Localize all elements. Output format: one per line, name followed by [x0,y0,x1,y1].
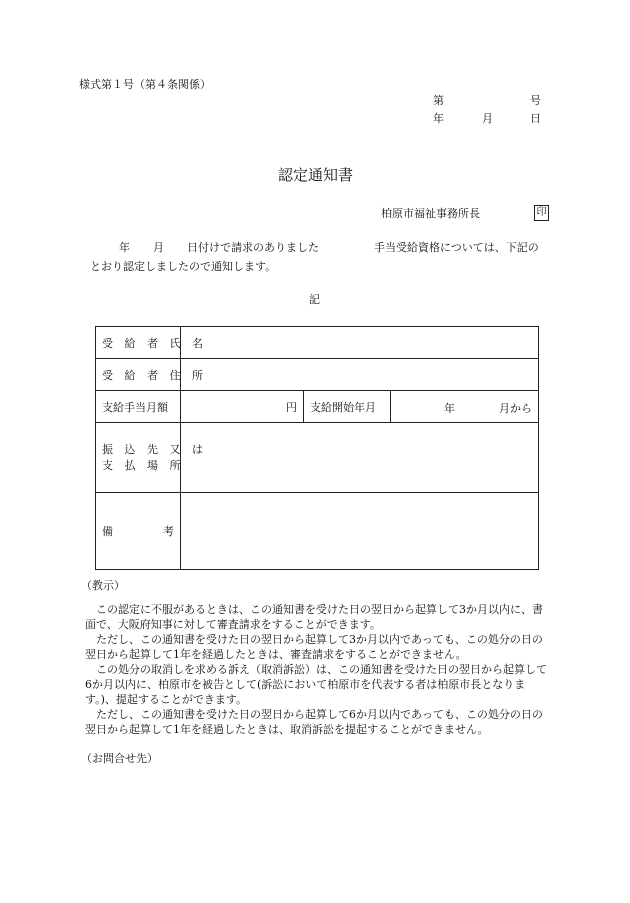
recipient-table [95,326,539,570]
intro-month: 月 [153,241,164,254]
table-row [96,391,539,423]
remarks-label-2: 考 [163,525,174,538]
intro-allowance: 手当受給資格については、下記の [374,241,539,254]
recipient-name-field [181,327,539,359]
transfer-label [96,423,207,493]
instruction-paragraph: ただし、この通知書を受けた日の翌日から起算して3か月以内であっても、この処分の日の翌日から起算して1年を経過したときは、審査請求をすることができません。 [85,633,543,661]
contact-heading: （お問合せ先） [81,752,158,765]
table-row [96,327,539,359]
intro-line2: とおり認定しましたので通知します。 [90,260,277,273]
number-prefix: 第 [433,94,444,107]
number-suffix: 号 [530,94,541,107]
seal-mark: 印 [534,205,549,221]
table-row [96,359,539,391]
start-month-from-label: 月から [499,402,533,415]
remarks-field [181,493,539,570]
date-month: 月 [482,112,493,125]
ki-label: 記 [309,293,320,306]
yen-label: 円 [286,400,297,414]
start-year-label: 年 [444,402,455,415]
transfer-label-line2: 支 払 場 所 [102,458,185,472]
instruction-paragraph: この処分の取消しを求める訴え（取消訴訟）は、この通知書を受けた日の翌日から起算して6か月以内に、柏原市を被告として(訴訟において柏原市を代表する者は柏原市長となります。)、提起することができます。 [85,663,547,706]
instruction-paragraph: ただし、この通知書を受けた日の翌日から起算して6か月以内であっても、この処分の日の翌日から起算して1年を経過したときは、取消訴訟を提起することができません。 [85,708,543,736]
start-month-label: 支給開始年月 [304,391,391,423]
remarks-label-1: 備 [102,525,113,538]
monthly-amount-label: 支給手当月額 [96,391,181,423]
remarks-label [96,493,181,570]
transfer-field [181,423,539,493]
table-row [96,423,539,493]
monthly-amount-field [181,391,304,423]
table-row [96,493,539,570]
date-day: 日 [530,112,541,125]
recipient-address-field [181,359,539,391]
instruction-body [85,602,547,737]
intro-year: 年 [119,241,130,254]
recipient-address-label: 受 給 者 住 所 [96,359,181,391]
instruction-paragraph: この認定に不服があるときは、この通知書を受けた日の翌日から起算して3か月以内に、書面で、大阪府知事に対して審査請求をすることができます。 [85,603,543,631]
instruction-heading: （教示） [81,579,125,592]
recipient-name-label: 受 給 者 氏 名 [96,327,181,359]
form-label: 様式第１号（第４条関係） [79,78,211,91]
start-month-field [391,391,539,423]
transfer-label-line1: 振 込 先 又 は [102,442,207,456]
intro-dated: 日付けで請求のありました [187,241,319,254]
issuer-name: 柏原市福祉事務所長 [381,207,480,220]
date-year: 年 [433,112,444,125]
page-title: 認定通知書 [278,166,354,184]
